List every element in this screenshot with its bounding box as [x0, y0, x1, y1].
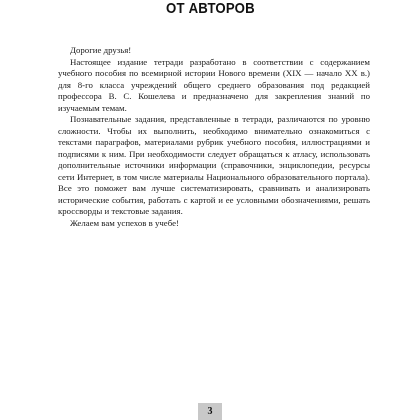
section-title: ОТ АВТОРОВ: [165, 0, 255, 17]
page-number-badge: [198, 403, 222, 420]
paragraph-intro: Настоящее издание тетради разработано в соответствии с содержанием учебного пособия по всемирной истории Нового времени (XIX — начало XX в.) для 8-го класса учреждений общего среднего образования под редакцией профессора В. С. Кошелева и предназначено для закрепления знаний по изучаемым темам.: [58, 56, 370, 113]
paragraph-tasks: Познавательные задания, представленные в тетради, различаются по уровню сложности. Чтобы их выполнить, необходимо внимательно ознакомиться с текстами параграфов, материалами рубрик учебного пособия, иллюстрациями и подписями к ним. При необходимости следует обращаться к атласу, использовать дополнительные источники информации (справочники, энциклопедии, ресурсы сети Интернет, в том числе материалы Национального образовательного портала). Все это поможет вам лучше систематизировать, сравнивать и анализировать исторические события, работать с картой и ее условными обозначениями, решать кроссворды и текстовые задания.: [58, 114, 370, 216]
page-number: 3: [207, 406, 213, 417]
paragraph-wishes: Желаем вам успехов в учебе!: [70, 217, 179, 228]
body-text: [58, 45, 370, 229]
page-header: [0, 0, 420, 20]
greeting: Дорогие друзья!: [70, 45, 132, 55]
